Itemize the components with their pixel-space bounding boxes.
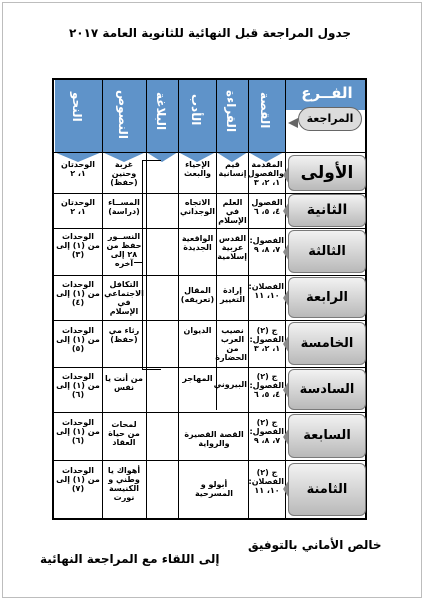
header-label-rhetoric: البلاغة — [154, 92, 168, 131]
row-label-7: السابعة — [288, 414, 366, 458]
cell-reading: القدس عربية إسلامية — [217, 234, 247, 261]
cell-grammar: الوحدتان ١، ٢ — [61, 198, 95, 216]
cell-texts: أهواك يا وطني و الكنيسة نورت — [107, 466, 141, 502]
grid-line — [54, 228, 366, 229]
cell-story: ج (٢) الفصول: ٤، ٥، ٦ — [249, 372, 284, 399]
grid-line — [54, 412, 366, 413]
cell-texts: رثاء مي (حفظ) — [108, 326, 140, 344]
cell-reading-literature: أبولو و المسرحية — [194, 480, 234, 498]
header-label-reading: القراءة — [224, 90, 238, 133]
header-label-grammar: النحو — [70, 92, 84, 122]
cell-texts: لمحات من حياة العقاد — [108, 420, 140, 447]
cell-texts: النســور حفظ من ٢٨ إلى آخره — [106, 232, 142, 268]
cell-literature: المهاجر — [182, 374, 213, 383]
cell-story: المقدمة والفصول ١، ٢، ٣ — [247, 160, 284, 187]
review-pointer — [288, 118, 298, 128]
grid-line — [54, 275, 366, 276]
cell-reading: العلم في الإسلام — [218, 198, 247, 225]
cell-story: ج (٢) الفصلان: ١٠، ١١ — [248, 468, 284, 495]
grid-line — [54, 152, 366, 153]
row-label-3: الثالثة — [288, 230, 366, 273]
cell-reading-literature: القصة القصيرة والرواية — [184, 430, 244, 448]
rhetoric-brace — [142, 160, 161, 370]
grid-line — [102, 80, 103, 518]
cell-grammar: الوحدات من (١) إلى (٤) — [56, 280, 100, 307]
cell-story: الفصول: ٧، ٨، ٩ — [249, 236, 284, 254]
cell-grammar: الوحدات من (١) إلى (٦) — [56, 418, 100, 445]
grid-line — [54, 460, 366, 461]
header-label-literature: الأدب — [189, 94, 203, 126]
cell-story: ج (٢) الفصول: ١، ٢، ٣ — [249, 326, 284, 353]
cell-texts: التكافل الاجتماعي في الإسلام — [104, 280, 144, 316]
cell-grammar: الوحدات من (١) إلى (٧) — [56, 466, 100, 493]
cell-grammar: الوحدتان ١، ٢ — [61, 160, 95, 178]
cell-grammar: الوحدات من (١) إلى (٣) — [56, 232, 100, 259]
cell-literature: الاتجاه الوجداني — [180, 198, 215, 216]
cell-reading: إرادة التغيير — [219, 286, 246, 304]
cell-grammar: الوحدات من (١) إلى (٦) — [56, 372, 100, 399]
cell-story: الفصول ٤، ٥، ٦ — [251, 198, 283, 216]
footer-wish: خالص الأماني بالتوفيق — [248, 538, 382, 552]
review-label: المراجعة — [298, 107, 362, 131]
cell-literature: الواقعية الجديدة — [181, 234, 214, 252]
row-label-2: الثانية — [288, 194, 366, 227]
row-label-6: السادسة — [288, 369, 366, 410]
page-title: جدول المراجعة قبل النهائية للثانوية العامة ٢٠١٧ — [68, 26, 352, 40]
cell-literature: المقال (تعريفه) — [180, 286, 215, 304]
grid-line — [248, 80, 249, 518]
cell-reading: البيروني — [213, 380, 247, 389]
cell-texts: من أنت يا نفس — [105, 374, 143, 392]
cell-literature: الديوان — [183, 326, 212, 335]
cell-texts: المســاء (دراسة) — [108, 198, 140, 216]
row-label-4: الرابعة — [288, 277, 366, 318]
cell-reading: قيم إنسانية — [218, 160, 247, 178]
cell-story: ج (٢) الفصول: ٧، ٨، ٩ — [249, 418, 284, 445]
branch-label: الفــرع — [301, 84, 353, 102]
footer-farewell: إلى اللقاء مع المراجعة النهائية — [40, 552, 220, 566]
row-label-8: الثامنة — [288, 463, 366, 516]
row-label-5: الخامسة — [288, 322, 366, 365]
grid-line — [54, 320, 366, 321]
cell-grammar: الوحدات من (١) إلى (٥) — [56, 326, 100, 353]
grid-line — [54, 367, 366, 368]
cell-reading: نصيب العرب من الحضارة — [215, 326, 247, 362]
header-label-texts: النصوص — [116, 90, 130, 140]
cell-texts: غربة وحنين (حفظ) — [110, 160, 138, 187]
cell-story: الفصلان: ١٠، ١١ — [248, 282, 284, 300]
cell-literature: الإحياء والبعث — [184, 160, 211, 178]
header-label-story: القصة — [258, 92, 272, 129]
grid-line — [178, 80, 179, 518]
row-label-1: الأولى — [288, 155, 366, 191]
